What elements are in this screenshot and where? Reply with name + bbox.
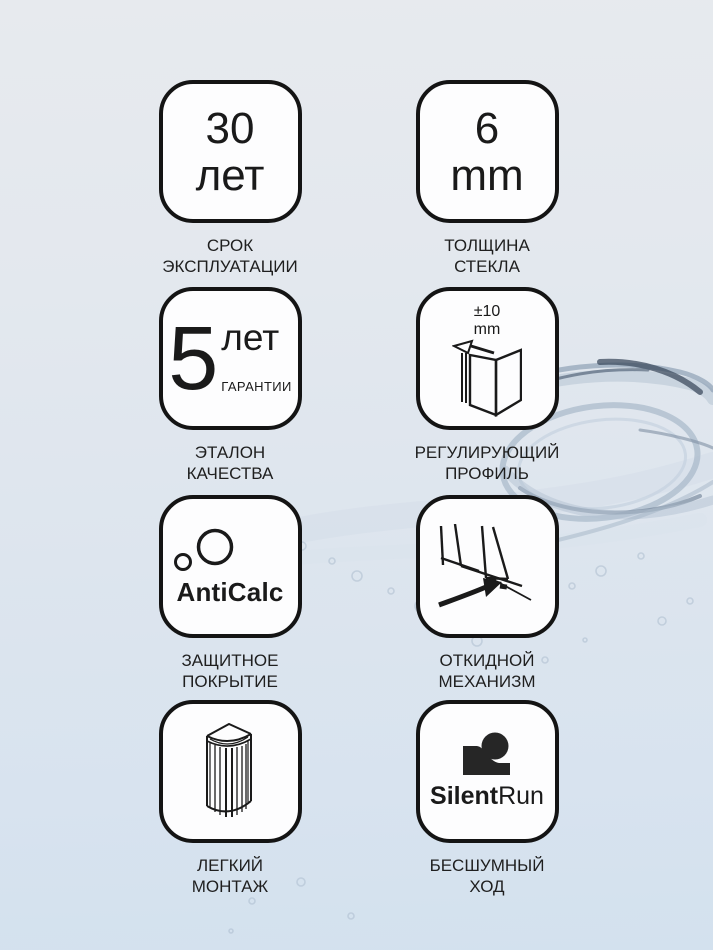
service-life-value: [196, 105, 265, 199]
feature-easy-installation: [110, 700, 350, 897]
badge-value-line1: 6: [474, 103, 500, 153]
silent-run-label: БЕСШУМНЫЙ ХОД: [429, 856, 545, 896]
feature-tilt-mechanism: [367, 495, 607, 692]
silent-run-roller-icon: [462, 732, 512, 776]
feature-adjusting-profile: [367, 287, 607, 484]
glass-thickness-value: [450, 105, 523, 199]
adjusting-profile-badge: [416, 287, 559, 430]
feature-service-life: [110, 80, 350, 277]
warranty-unit: лет: [221, 316, 280, 358]
warranty-number: 5: [168, 308, 219, 409]
adjustable-profile-icon: [452, 339, 522, 417]
quality-label: ЭТАЛОН КАЧЕСТВА: [186, 443, 274, 483]
silent-run-badge: [416, 700, 559, 843]
warranty-value: [168, 308, 292, 409]
feature-glass-thickness: [367, 80, 607, 277]
anticalc-text: AntiCalc: [176, 577, 284, 607]
glass-thickness-badge: [416, 80, 559, 223]
easy-installation-badge: [159, 700, 302, 843]
warranty-subtext: ГАРАНТИИ: [221, 378, 292, 394]
service-life-badge: [159, 80, 302, 223]
feature-silent-run: [367, 700, 607, 897]
badge-value-line1: 30: [205, 103, 255, 153]
profile-caption: ±10 mm: [473, 302, 501, 338]
anticalc-bubbles-icon: [170, 525, 290, 575]
warranty-badge: [159, 287, 302, 430]
service-life-label: СРОК ЭКСПЛУАТАЦИИ: [162, 236, 298, 276]
anticalc-badge: [159, 495, 302, 638]
easy-installation-label: ЛЕГКИЙ МОНТАЖ: [191, 856, 269, 896]
tilt-mechanism-badge: [416, 495, 559, 638]
badge-value-line2: mm: [450, 150, 524, 200]
silent-run-text: SilentRun: [430, 782, 544, 810]
tilt-mechanism-icon: [438, 524, 536, 610]
tilt-mechanism-label: ОТКИДНОЙ МЕХАНИЗМ: [438, 651, 536, 691]
badge-value-line2: лет: [195, 150, 265, 200]
anticalc-label: ЗАЩИТНОЕ ПОКРЫТИЕ: [181, 651, 279, 691]
glass-thickness-label: ТОЛЩИНА СТЕКЛА: [444, 236, 530, 276]
feature-quality-warranty: [110, 287, 350, 484]
feature-anticalc: [110, 495, 350, 692]
adjusting-profile-label: РЕГУЛИРУЮЩИЙ ПРОФИЛЬ: [414, 443, 560, 483]
shower-cabin-icon: [206, 723, 254, 821]
